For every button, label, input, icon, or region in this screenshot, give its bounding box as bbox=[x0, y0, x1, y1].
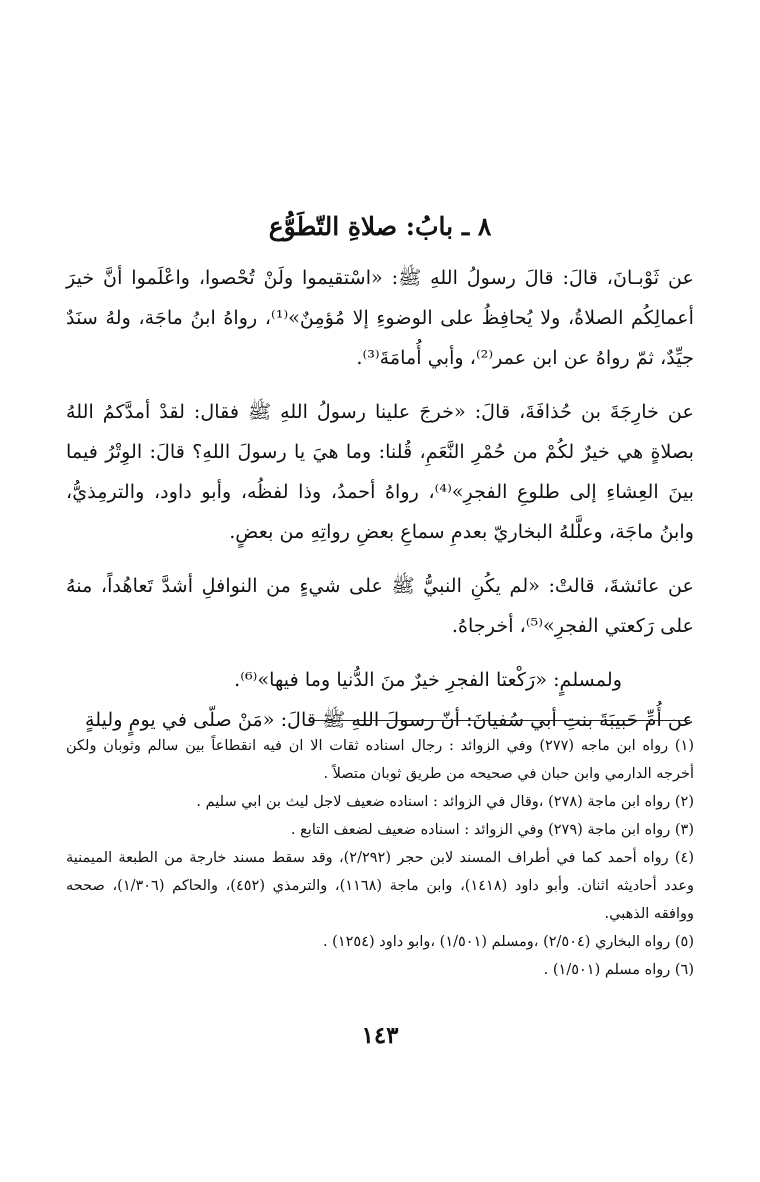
main-text bbox=[66, 258, 694, 740]
footnote-4: (٤) رواه أحمد كما في أطراف المسند لابن حجر (٢/٢٩٢)، وقد سقط مسند خارجة من الطبعة الميمنية وعدد أحاديثه اثنان. وأبو داود (١٤١٨)، وابن ماجة (١١٦٨)، والترمذي (٤٥٢)، والحاكم (١/٣٠٦)، صححه ووافقه الذهبي. bbox=[66, 850, 695, 922]
footnote-divider bbox=[314, 720, 690, 721]
footnote-6: (٦) رواه مسلم (١/٥٠١) . bbox=[543, 962, 694, 978]
page-number: ١٤٣ bbox=[361, 1022, 399, 1049]
footnote-1: (١) رواه ابن ماجه (٢٧٧) وفي الزوائد : رجال اسناده ثقات الا ان فيه انقطاعاً بين سالم وثوبان ولكن أخرجه الدارمي وابن حبان في صحيحه من طريق ثوبان متصلاً . bbox=[66, 738, 694, 782]
paragraph-kharija-hadith: عن خارِجَةَ بن حُذافَةَ، قالَ: «خرجَ علينا رسولُ اللهِ ﷺ فقال: لقدْ أمدَّكمُ اللهُ بصلاةٍ هي خيرٌ لكُمْ من حُمْرِ النَّعَمِ، قُلنا: وما هيَ يا رسولَ اللهِ؟ قالَ: الوِتْرُ فيما بينَ العِشاءِ إلى طلوعِ الفجرِ»⁽⁴⁾، رواهُ أحمدُ، وذا لفظُه، وأبو داود، والترمِذيُّ، وابنُ ماجَة، وعلَّلهُ البخاريّ بعدمِ سماعِ بعضِ رواتِهِ من بعضٍ. bbox=[66, 400, 694, 543]
chapter-heading: ٨ ـ بابُ: صلاةِ التّطَوُّع bbox=[268, 212, 492, 241]
footnote-5: (٥) رواه البخاري (٢/٥٠٤) ،ومسلم (١/٥٠١) ،وابو داود (١٢٥٤) . bbox=[322, 934, 694, 950]
footnotes bbox=[66, 732, 694, 984]
paragraph-umm-habiba-hadith: عن أُمِّ حَبيبَةَ بنتِ أبي سُفيانَ: أنّ رسولَ اللهِ ﷺ قالَ: «مَنْ صلّى في يومٍ وليلةٍ bbox=[84, 708, 694, 731]
paragraph-aisha-hadith: عن عائشةَ، قالتْ: «لم يكُنِ النبيُّ ﷺ على شيءٍ من النوافلِ أشدَّ تَعاهُداً، منهُ على رَكعتي الفجرِ»⁽⁵⁾، أخرجاهُ. bbox=[66, 574, 694, 637]
paragraph-thawban-hadith: عن ثَوْبـانَ، قالَ: قالَ رسولُ اللهِ ﷺ: «اسْتقيموا ولَنْ تُحْصوا، واعْلَموا أنَّ خيرَ أعمالِكُم الصلاةُ، ولا يُحافِظُ على الوضوءِ إلا مُؤمِنٌ»⁽¹⁾، رواهُ ابنُ ماجَة، ولهُ سنَدٌ جيِّدٌ، ثمّ رواهُ عن ابن عمر⁽²⁾، وأبي أُمامَةَ⁽³⁾. bbox=[66, 266, 694, 369]
footnote-2: (٢) رواه ابن ماجة (٢٧٨) ،وقال في الزوائد : اسناده ضعيف لاجل ليث بن ابي سليم . bbox=[196, 794, 694, 810]
footnote-3: (٣) رواه ابن ماجة (٢٧٩) وفي الزوائد : اسناده ضعيف لضعف التابع . bbox=[290, 822, 694, 838]
paragraph-muslim-narration: ولمسلمٍ: «رَكْعتا الفجرِ خيرٌ منَ الدُّنيا وما فيها»⁽⁶⁾. bbox=[234, 668, 622, 691]
